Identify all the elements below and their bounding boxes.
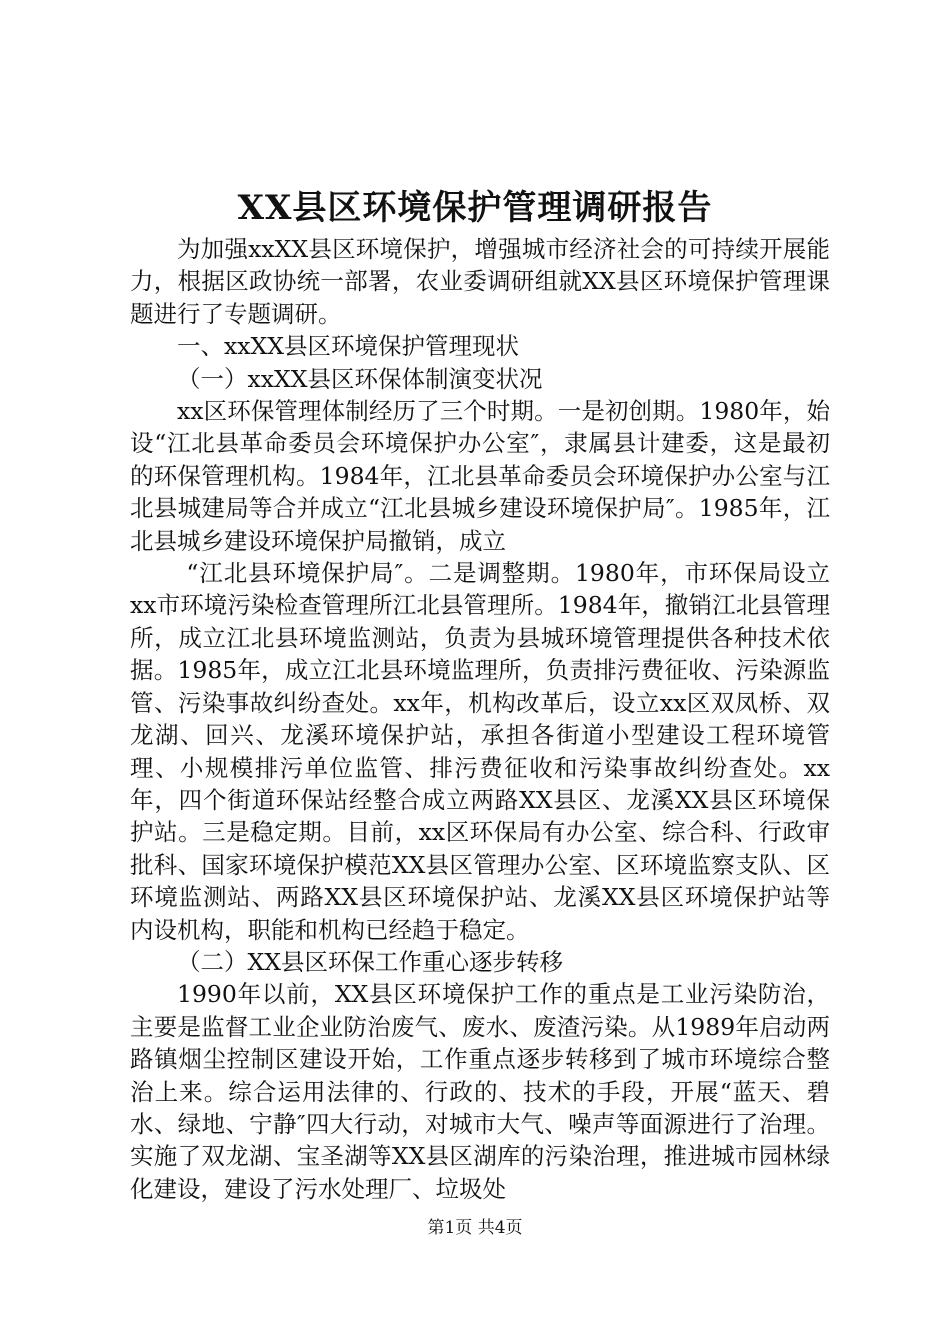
- section-heading-1: 一、xxXX县区环境保护管理现状: [177, 332, 519, 361]
- subsection-heading-2: （二）XX县区环保工作重心逐步转移: [177, 947, 563, 976]
- document-title: XX县区环境保护管理调研报告: [237, 188, 713, 228]
- paragraph-intro: 为加强xxXX县区环境保护，增强城市经济社会的可持续开展能力，根据区政协统一部署，农业委调研组就XX县区环境保护管理课题进行了专题调研。: [130, 235, 830, 328]
- paragraph-history: xx区环保管理体制经历了三个时期。一是初创期。1980年，始设“江北县革命委员会环境保护办公室″，隶属县计建委，这是最初的环保管理机构。1984年，江北县革命委员会环境保护办公室与江北县城建局等合并成立“江北县城乡建设环境保护局″。1985年，江北县城乡建设环境保护局撤销，成立: [130, 397, 830, 555]
- subsection-heading-1: （一）xxXX县区环保体制演变状况: [177, 364, 543, 393]
- document-body: [130, 233, 830, 1205]
- paragraph-adjustment: “江北县环境保护局″。二是调整期。1980年，市环保局设立xx市环境污染检查管理所江北县管理所。1984年，撤销江北县管理所，成立江北县环境监测站，负责为县城环境管理提供各种技术依据。1985年，成立江北县环境监理所，负责排污费征收、污染源监管、污染事故纠纷查处。xx年，机构改革后，设立xx区双凤桥、双龙湖、回兴、龙溪环境保护站，承担各街道小型建设工程环境管理、小规模排污单位监管、排污费征收和污染事故纠纷查处。xx年，四个街道环保站经整合成立两路XX县区、龙溪XX县区环境保护站。三是稳定期。目前，xx区环保局有办公室、综合科、行政审批科、国家环境保护模范XX县区管理办公室、区环境监察支队、区环境监测站、两路XX县区环境保护站、龙溪XX县区环境保护站等内设机构，职能和机构已经趋于稳定。: [130, 559, 830, 944]
- paragraph-focus-shift: 1990年以前，XX县区环境保护工作的重点是工业污染防治，主要是监督工业企业防治废气、废水、废渣污染。从1989年启动两路镇烟尘控制区建设开始，工作重点逐步转移到了城市环境综合整治上来。综合运用法律的、行政的、技术的手段，开展“蓝天、碧水、绿地、宁静″四大行动，对城市大气、噪声等面源进行了治理。实施了双龙湖、宝圣湖等XX县区湖库的污染治理，推进城市园林绿化建设，建设了污水处理厂、垃圾处: [130, 980, 830, 1203]
- page-footer: 第1页 共4页: [427, 1218, 523, 1238]
